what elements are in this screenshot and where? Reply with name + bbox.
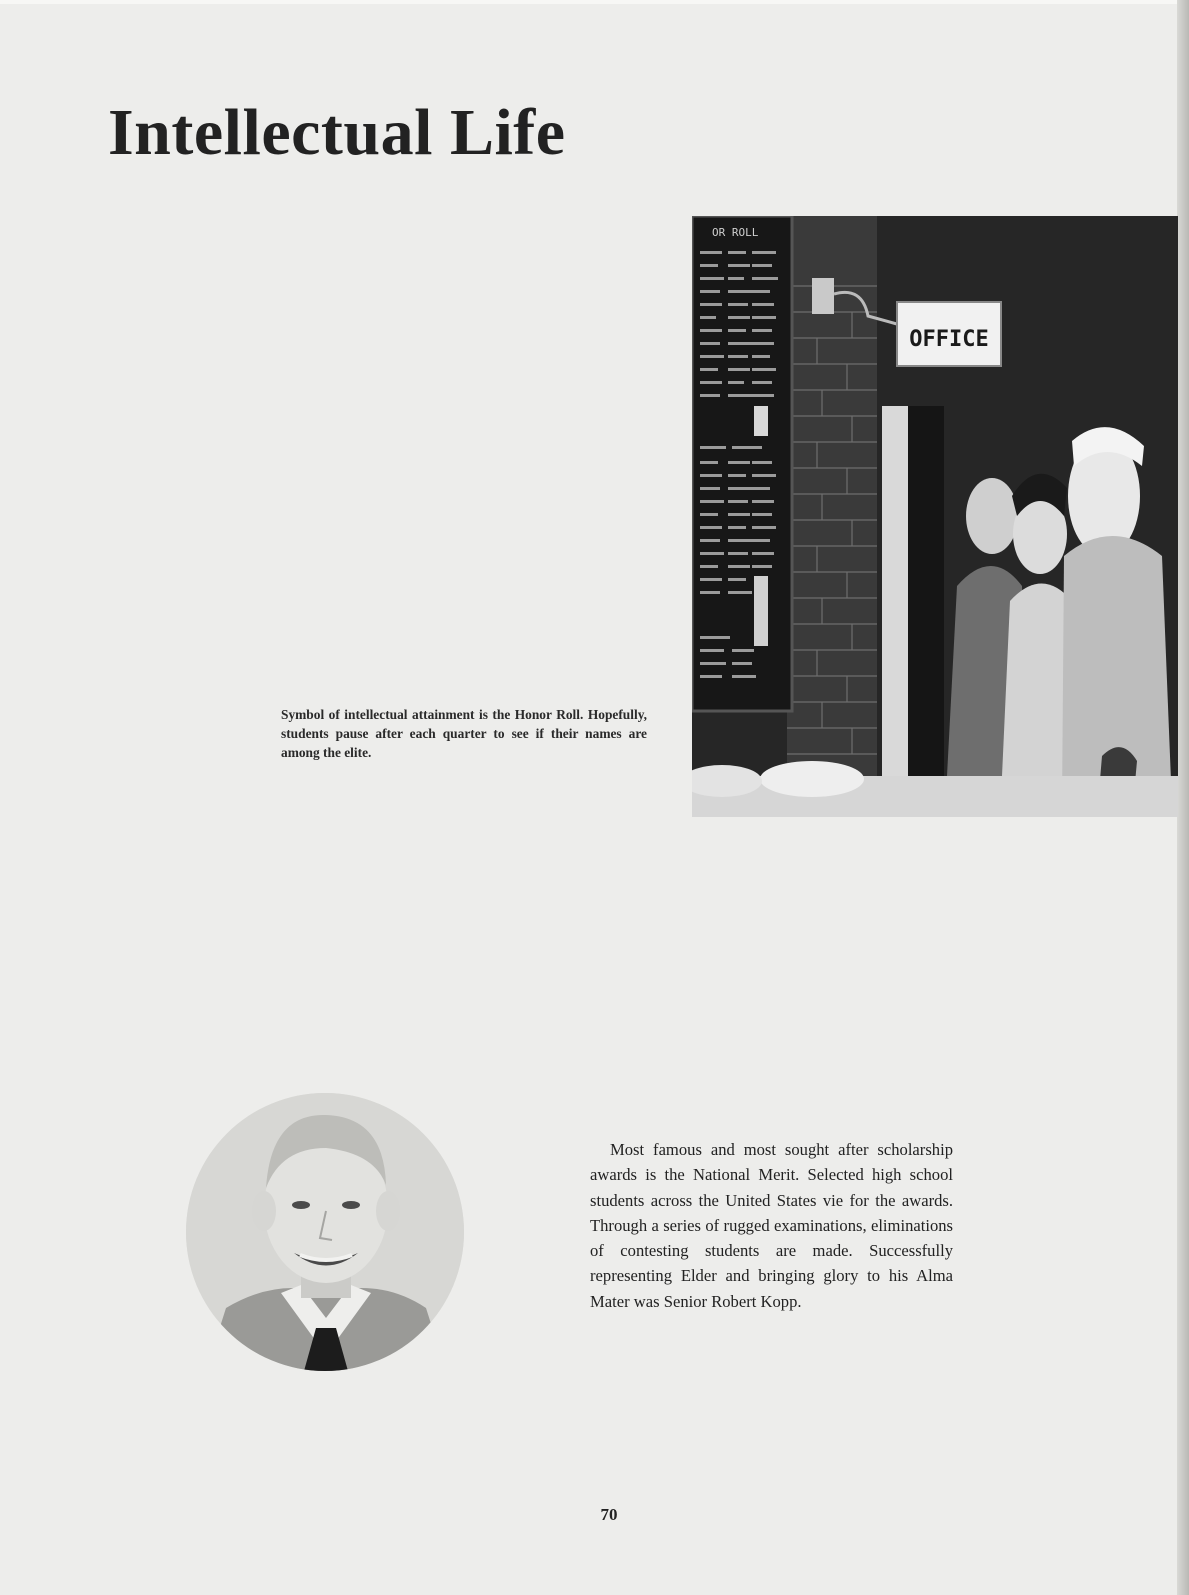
page-top-edge: [0, 0, 1189, 4]
photo-caption: Symbol of intellectual attainment is the Honor Roll. Hopefully, students pause after each quarter to see if their names are among the elite.: [281, 707, 647, 760]
student-portrait: [186, 1093, 464, 1371]
merit-paragraph: Most famous and most sought after scholarship awards is the National Merit. Selected high school students across the United States vie for the awards. Through a series of rugged examinations, eliminations of contesting students are made. Successfully representing Elder and bringing glory to his Alma Mater was Senior Robert Kopp.: [590, 1140, 953, 1311]
honor-roll-photo: [692, 216, 1178, 817]
page-number: 70: [600, 1505, 618, 1524]
office-sign: OFFICE: [909, 327, 989, 352]
board-heading: OR ROLL: [712, 226, 759, 239]
page-title: Intellectual Life: [108, 96, 566, 169]
page-right-edge: [1177, 0, 1189, 1595]
